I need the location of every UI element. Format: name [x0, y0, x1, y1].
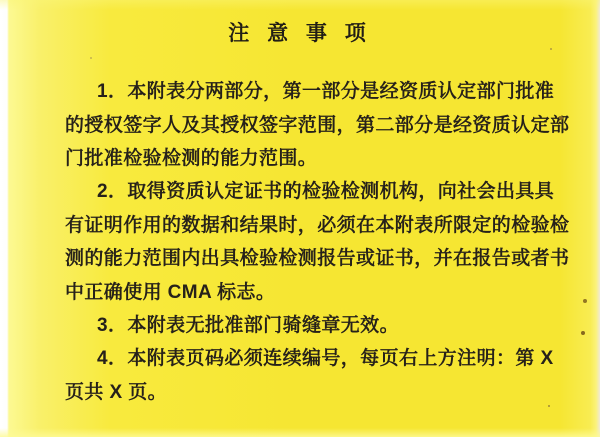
paragraph-2-line-4: 中正确使用 CMA 标志。 [65, 281, 276, 303]
paragraph-1-line-1: 1．本附表分两部分，第一部分是经资质认定部门批准 [97, 81, 555, 103]
paragraph-4-line-2: 页共 X 页。 [65, 381, 168, 403]
paragraph-2-line-3: 测的能力范围内出具检验检测报告或证书，并在报告或者书 [65, 248, 570, 270]
paragraph-4-line-1: 4．本附表页码必须连续编号，每页右上方注明：第 X [97, 348, 554, 370]
paragraph-1-line-2: 的授权签字人及其授权签字范围，第二部分是经资质认定部 [65, 114, 570, 136]
page-title: 注 意 事 项 [228, 22, 372, 45]
scan-dust-specks [0, 0, 2, 2]
paragraph-1-line-3: 门批准检验检测的能力范围。 [65, 147, 318, 169]
notice-body [65, 73, 570, 407]
paragraph-2-line-1: 2．取得资质认定证书的检验检测机构，向社会出具具 [97, 181, 555, 203]
paragraph-2-line-2: 有证明作用的数据和结果时，必须在本附表所限定的检验检 [65, 214, 570, 236]
paragraph-3-line-1: 3．本附表无批准部门骑缝章无效。 [97, 314, 399, 336]
